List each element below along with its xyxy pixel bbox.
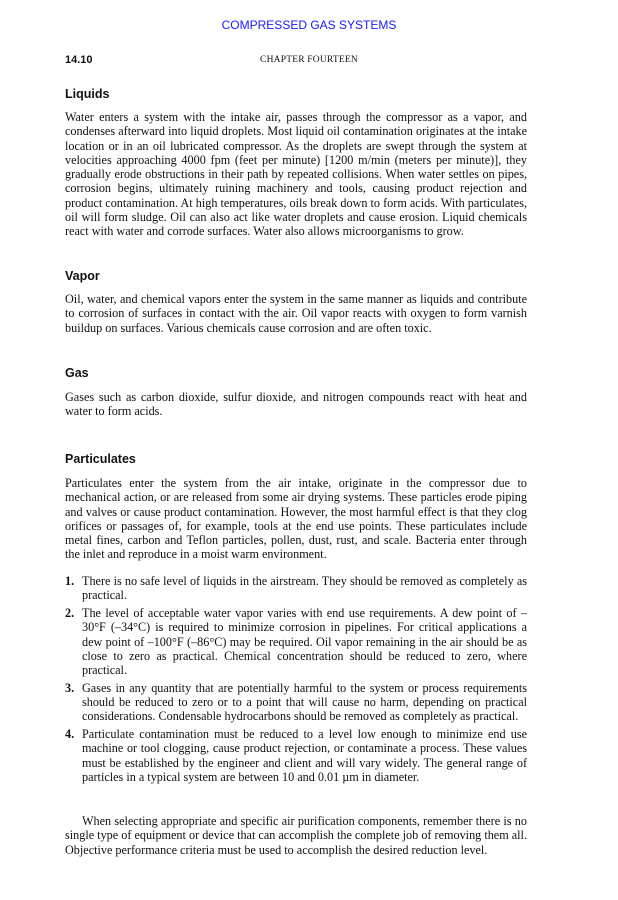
requirements-list [65, 574, 527, 788]
section-liquids [65, 87, 527, 238]
chapter-title: CHAPTER FOURTEEN [260, 55, 358, 65]
section-gas [65, 366, 527, 419]
list-item [65, 681, 527, 724]
closing-section [65, 814, 527, 857]
section-heading: Particulates [65, 452, 136, 466]
list-text: The level of acceptable water vapor varies with end use requirements. A dew point of –30°F (–34°C) is required to minimize corrosion in pipelines. For critical applications a dew point of –100°F (–86°C) may be required. Oil vapor remaining in the air should be as close to zero as practical. Chemical concentration should be reduced to zero, where practical. [82, 606, 527, 677]
section-heading: Gas [65, 366, 89, 380]
list-number: 3. [65, 680, 75, 695]
list-text: Gases in any quantity that are potentially harmful to the system or process requirements should be reduced to zero or to a point that will cause no harm, depending on practical considerations. Condensable hydrocarbons should be removed as completely as practical. [82, 680, 527, 724]
list-number: 2. [65, 606, 75, 620]
list-text: Particulate contamination must be reduced to a level low enough to minimize end use machine or tool clogging, cause product rejection, or contaminate a process. These values must be established by the engineer and client and will vary widely. The general range of particles in a typical system are between 10 and 0.01 µm in diameter. [82, 727, 527, 784]
running-header: COMPRESSED GAS SYSTEMS [221, 18, 397, 32]
list-item [65, 727, 527, 784]
section-heading: Vapor [65, 269, 100, 283]
section-heading: Liquids [65, 87, 110, 101]
section-paragraph: Gases such as carbon dioxide, sulfur dioxide, and nitrogen compounds react with heat and water to form acids. [65, 390, 527, 419]
section-vapor [65, 269, 527, 335]
closing-paragraph: When selecting appropriate and specific air purification components, remember there is no single type of equipment or device that can accomplish the complete job of removing them all. Objective performance criteria must be used to accomplish the desired reduction level. [65, 814, 527, 857]
page-number: 14.10 [65, 54, 93, 66]
list-item [65, 606, 527, 677]
list-number: 1. [65, 574, 75, 588]
list-number: 4. [65, 727, 75, 741]
section-paragraph: Oil, water, and chemical vapors enter the system in the same manner as liquids and contribute to corrosion of surfaces in contact with the air. Oil vapor reacts with oxygen to form varnish buildup on surfaces. Various chemicals cause corrosion and are often toxic. [65, 292, 527, 335]
section-particulates [65, 452, 527, 562]
list-item [65, 574, 527, 603]
list-text: There is no safe level of liquids in the airstream. They should be removed as completely as practical. [82, 574, 527, 603]
section-paragraph: Particulates enter the system from the air intake, originate in the compressor due to mechanical action, or are released from some air drying systems. These particles erode piping and valves or cause product contamination. However, the most harmful effect is that they clog orifices or passages of, for example, tools at the end use points. These particulates include metal fines, carbon and Teflon particles, pollen, dust, rust, and scale. Bacteria enter through the inlet and reproduce in a moist warm environment. [65, 476, 527, 562]
section-paragraph: Water enters a system with the intake air, passes through the compressor as a vapor, and condenses afterward into liquid droplets. Most liquid oil contamination originates at the intake location or in an oil lubricated compressor. As the droplets are swept through the system at velocities approaching 4000 fpm (feet per minute) [1200 m/min (meters per minute)], they gradually erode obstructions in their path by repeated collisions. When water settles on pipes, corrosion begins, ultimately ruining machinery and tools, causing product rejection and product contamination. At high temperatures, oils break down to form acids. With particulates, oil will form sludge. Oil can also act like water droplets and cause erosion. Liquid chemicals react with water and corrode surfaces. Water also allows microorganisms to grow. [65, 110, 527, 238]
